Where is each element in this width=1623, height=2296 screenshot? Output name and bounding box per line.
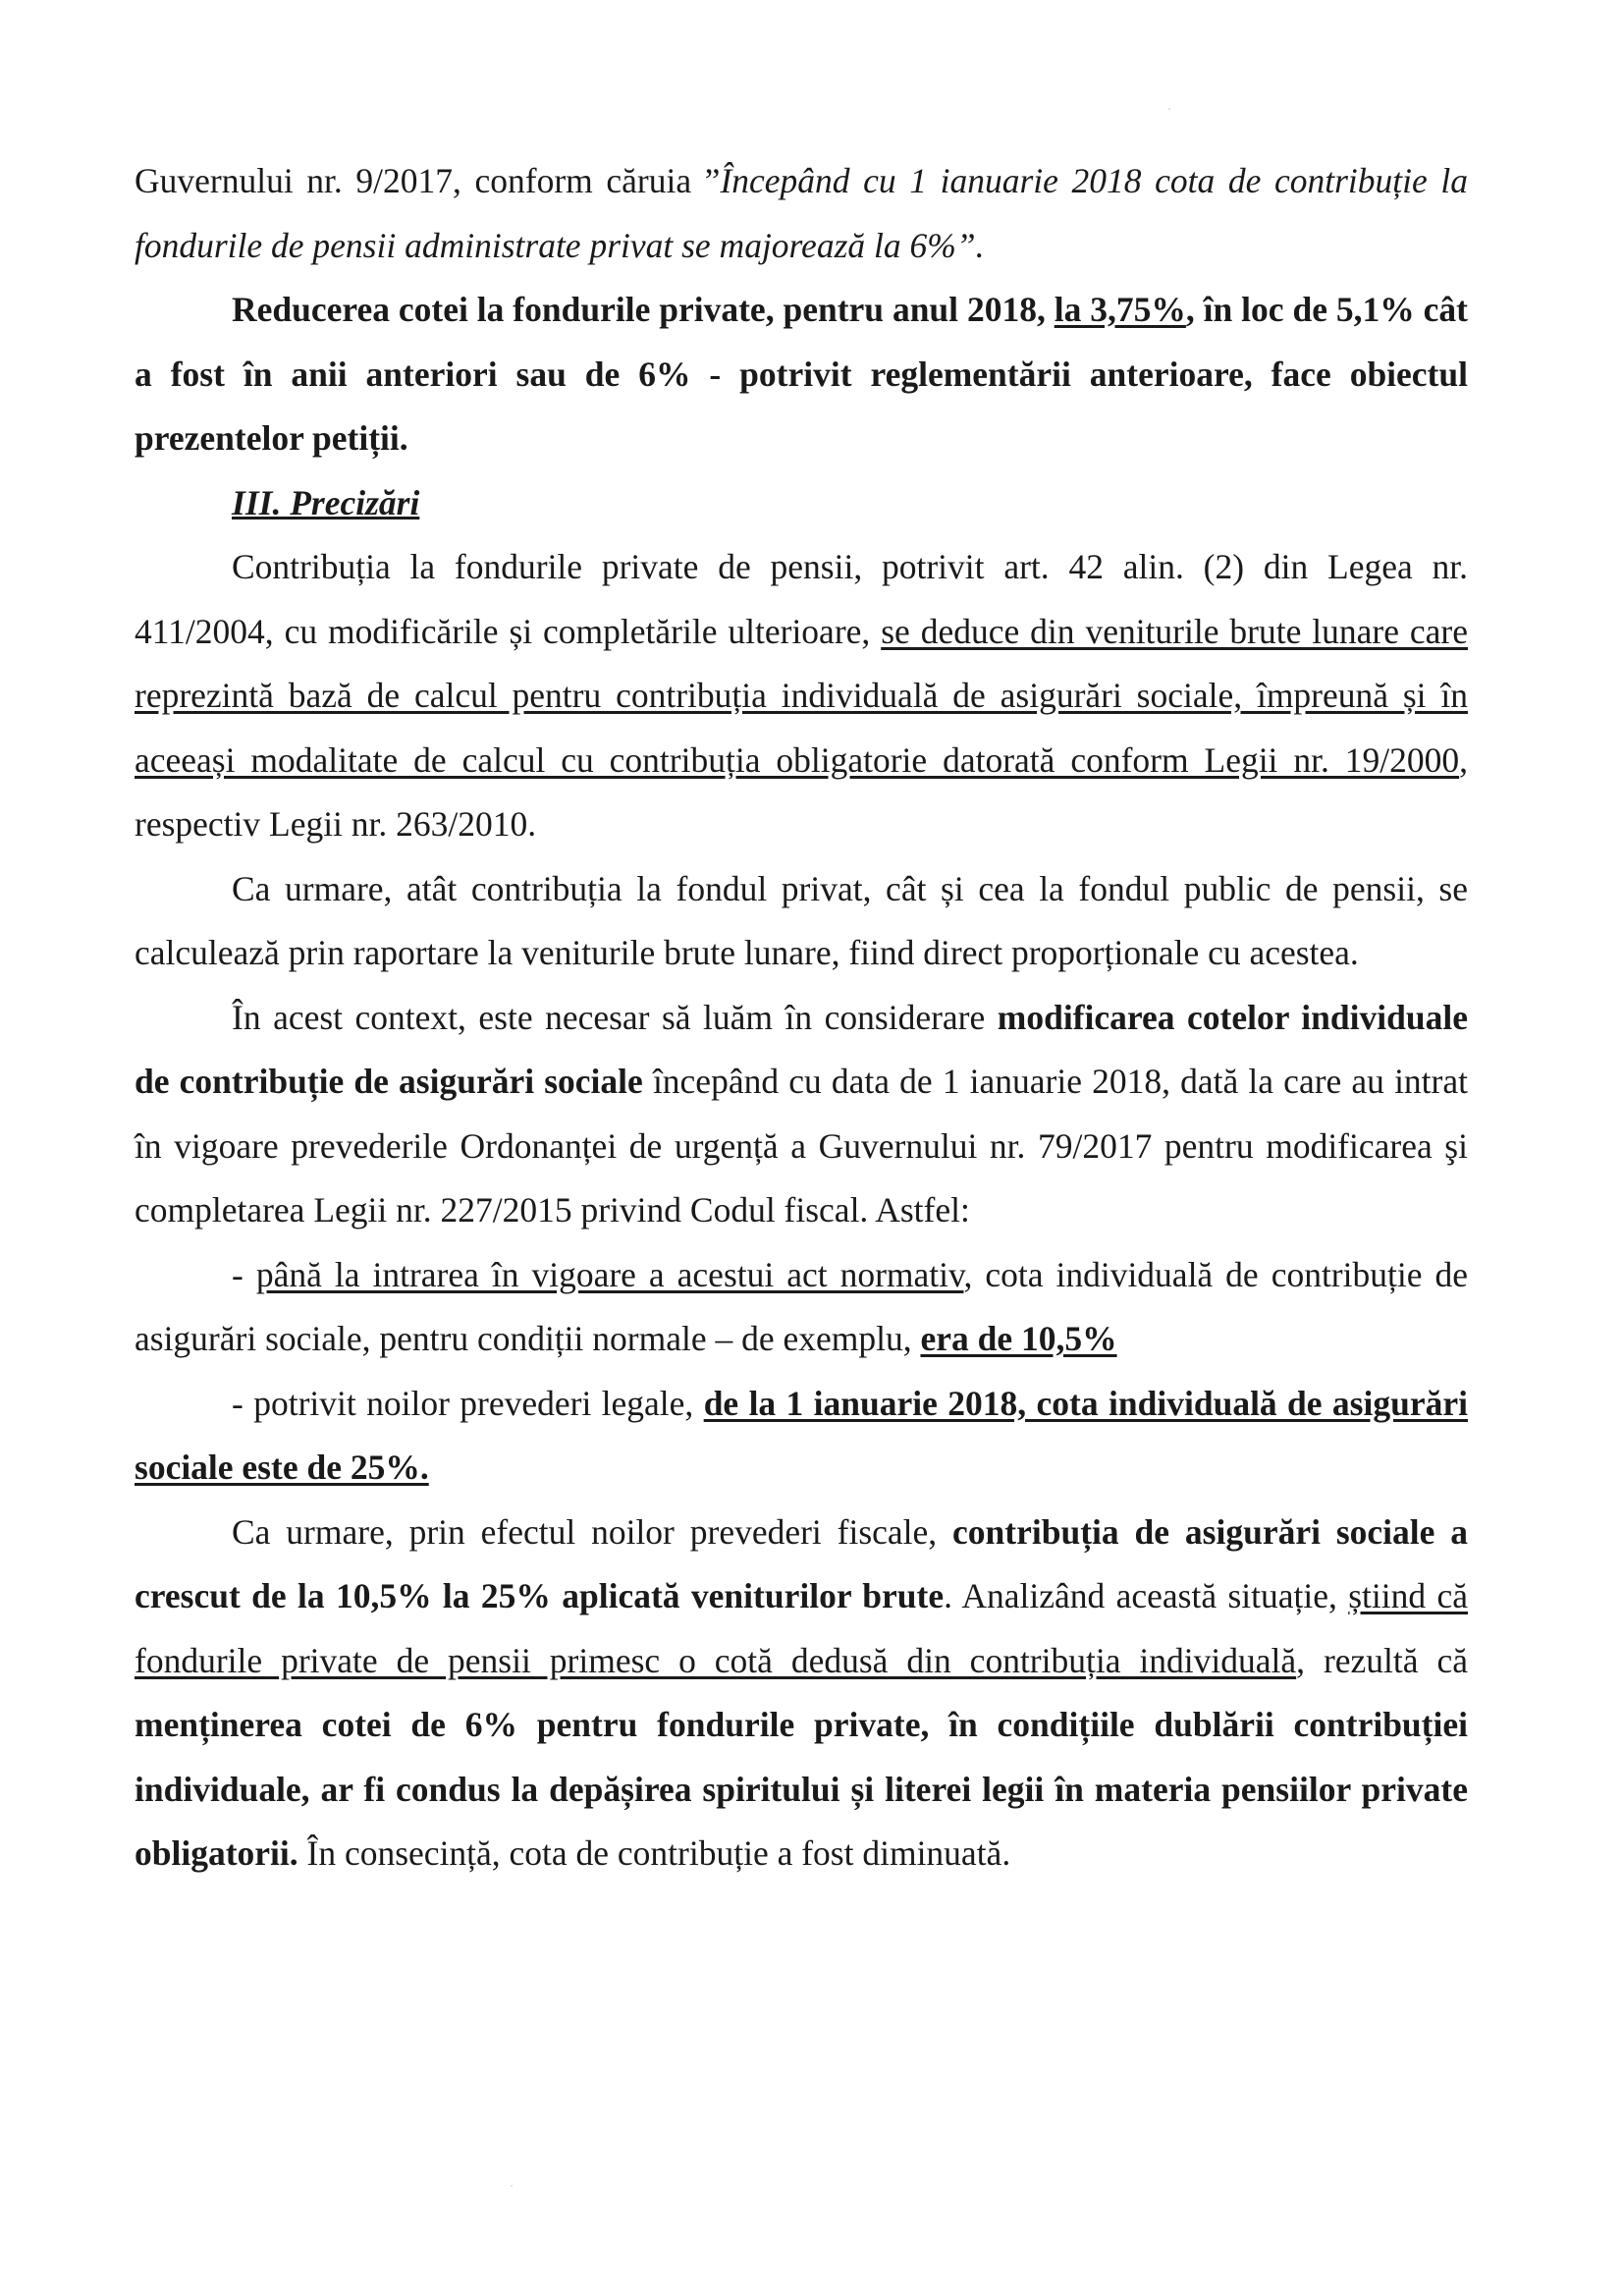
- document-body: [135, 149, 1468, 1886]
- text-span: , respectiv Legii nr. 263/2010.: [135, 739, 1468, 844]
- bold-text: modificarea cotelor individuale de contribuție de asigurări sociale: [135, 997, 1468, 1101]
- section-heading: III. Precizări: [232, 482, 420, 522]
- paragraph-6: [135, 1243, 1468, 1372]
- text-span: , rezultă că: [1296, 1640, 1468, 1680]
- underlined-text: știind că fondurile private de pensii primesc o cotă dedusă din contribuția individuală: [135, 1576, 1468, 1680]
- bold-text: contribuția de asigurări sociale a crescut de la 10,5% la 25% aplicată veniturilor brute: [135, 1511, 1468, 1615]
- scan-speck: [1168, 108, 1170, 110]
- text-span: , cota individuală de contribuție de asigurări sociale, pentru condiții normale – de exemplu,: [135, 1254, 1468, 1358]
- text-span: Contribuția la fondurile private de pensii, potrivit art. 42 alin. (2) din Legea nr. 411/2004, cu modificările și completările ulterioare,: [135, 547, 1468, 651]
- text-span: - potrivit noilor prevederi legale,: [232, 1383, 704, 1423]
- scan-speck: [511, 2185, 513, 2187]
- paragraph-7: [135, 1372, 1468, 1501]
- underlined-text: până la intrarea în vigoare a acestui act normativ: [255, 1254, 964, 1294]
- text-span: -: [232, 1254, 256, 1294]
- paragraph-2: [135, 278, 1468, 471]
- paragraph-1: [135, 149, 1468, 278]
- text-span: Ca urmare, prin efectul noilor prevederi fiscale,: [232, 1511, 953, 1552]
- text-span: În acest context, este necesar să luăm în considerare: [232, 997, 998, 1037]
- underlined-text: se deduce din veniturile brute lunare care reprezintă bază de calcul pentru contribuția individuală de asigurări sociale, împreună și în aceeași modalitate de calcul cu contribuția obligatorie datorată conform Legii nr. 19/2000: [135, 611, 1468, 780]
- bold-text: , în loc de 5,1% cât a fost în anii anteriori sau de 6% - potrivit reglementării anterioare, face obiectul prezentelor petiții.: [135, 290, 1468, 458]
- text-span: În consecință, cota de contribuție a fost diminuată.: [298, 1833, 1011, 1873]
- quote-text: Începând cu 1 ianuarie 2018 cota de contribuție la fondurile de pensii administrate privat se majorează la 6%: [135, 161, 1468, 265]
- bold-underlined-text: la 3,75%: [1054, 290, 1186, 329]
- text-span: Guvernului nr. 9/2017, conform căruia ”: [135, 161, 721, 200]
- text-span: începând cu data de 1 ianuarie 2018, dată la care au intrat în vigoare prevederile Ordonanței de urgență a Guvernului nr. 79/2017 pentru modificarea şi completarea Legii nr. 227/2015 privind Codul fiscal. Astfel:: [135, 1062, 1468, 1230]
- paragraph-5: [135, 986, 1468, 1243]
- paragraph-4: Ca urmare, atât contribuția la fondul privat, cât și cea la fondul public de pensii, se calculează prin raportare la veniturile brute lunare, fiind direct proporționale cu acestea.: [135, 868, 1468, 972]
- paragraph-3: [135, 535, 1468, 857]
- text-span: . Analizând această situație,: [944, 1576, 1349, 1615]
- text-span: ”.: [955, 225, 985, 265]
- bold-underlined-text: era de 10,5%: [920, 1319, 1117, 1358]
- bold-underlined-text: de la 1 ianuarie 2018, cota individuală de asigurări sociale este de 25%.: [135, 1383, 1468, 1487]
- bold-text: menținerea cotei de 6% pentru fondurile private, în condițiile dublării contribuției individuale, ar fi condus la depășirea spiritului și literei legii în materia pensiilor private obligatorii.: [135, 1705, 1468, 1873]
- bold-text: Reducerea cotei la fondurile private, pentru anul 2018,: [232, 290, 1055, 329]
- paragraph-8: [135, 1501, 1468, 1886]
